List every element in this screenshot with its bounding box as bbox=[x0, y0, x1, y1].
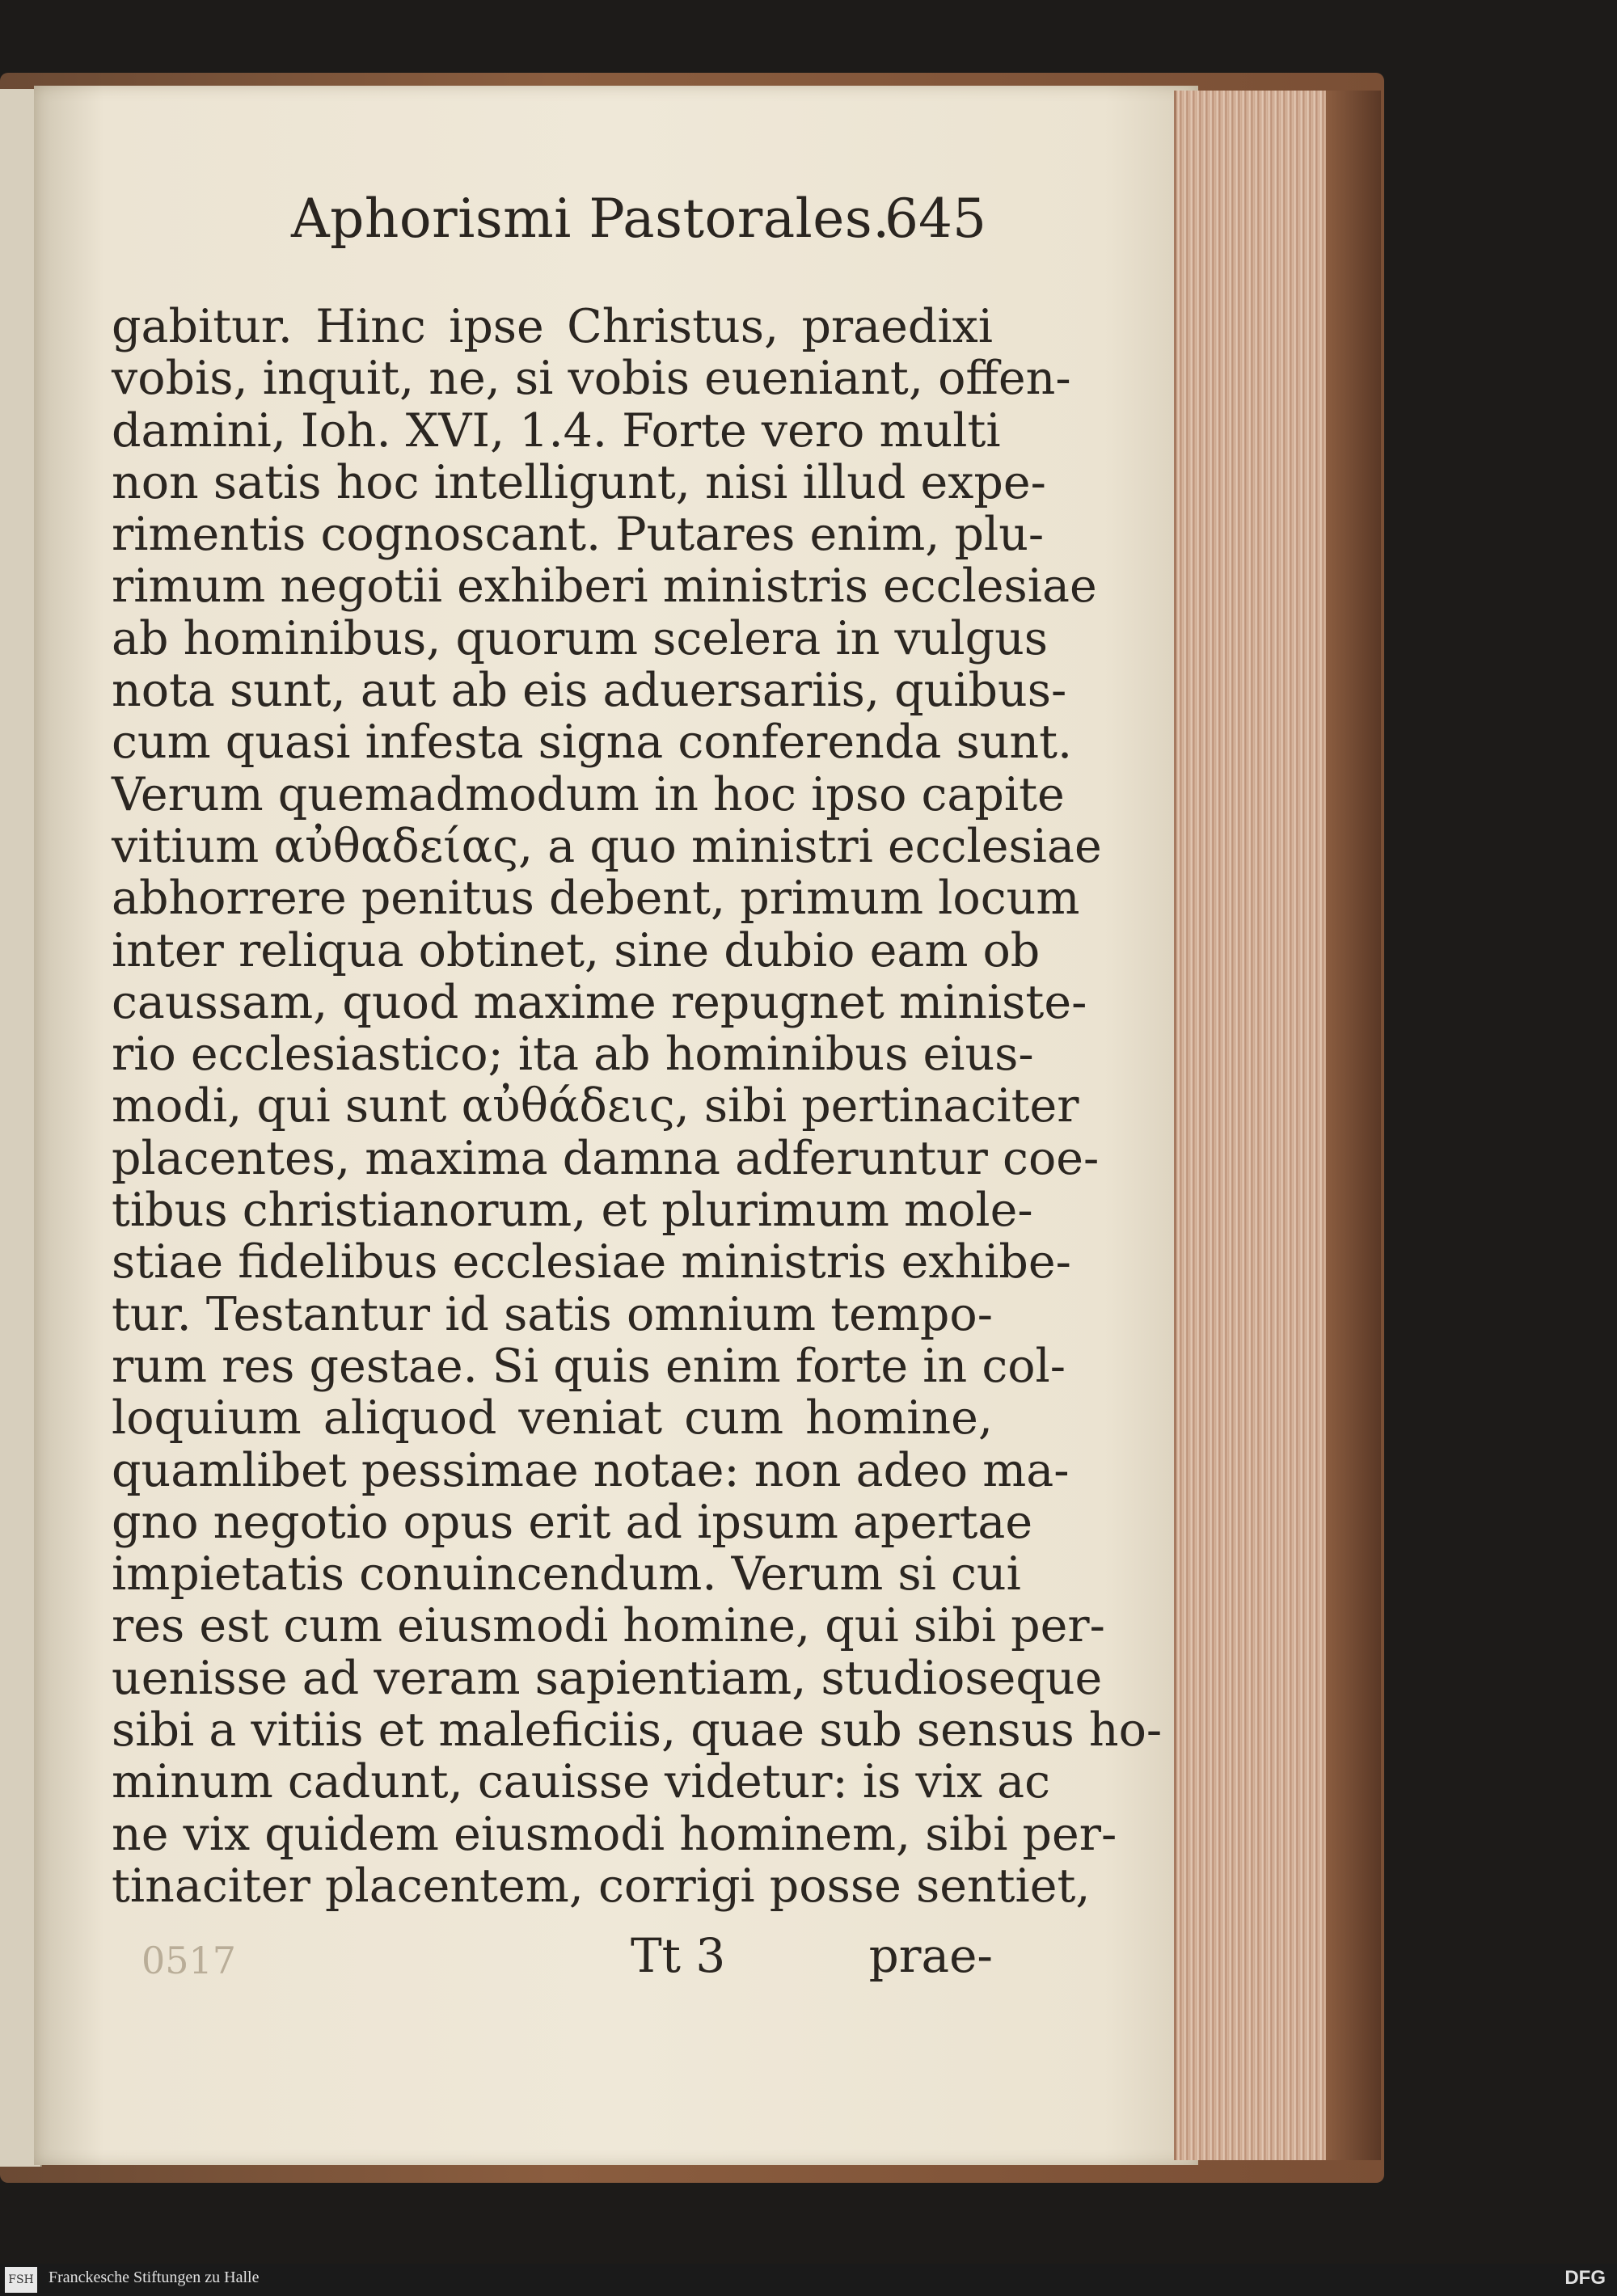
text-line: nota sunt, aut ab eis aduersariis, quibus- bbox=[112, 664, 1067, 718]
signature-mark: Tt 3 bbox=[631, 1928, 726, 1983]
page-edges bbox=[1174, 91, 1338, 2160]
binding-edge bbox=[1326, 91, 1381, 2160]
text-line: vitium αὐθαδείας, a quo ministri ecclesiae bbox=[112, 819, 1102, 873]
text-line: cum quasi infesta signa conferenda sunt. bbox=[112, 715, 1073, 770]
running-header bbox=[291, 188, 986, 268]
text-line: tibus christianorum, et plurimum mole- bbox=[112, 1184, 1033, 1238]
pencil-mark: 0517 bbox=[141, 1939, 237, 1982]
text-line: quamlibet pessimae notae: non adeo ma- bbox=[112, 1443, 1070, 1497]
text-line: impietatis conuincendum. Verum si cui bbox=[112, 1547, 1021, 1602]
text-line: inter reliqua obtinet, sine dubio eam ob bbox=[112, 923, 1041, 977]
text-line: placentes, maxima damna adferuntur coe- bbox=[112, 1131, 1100, 1185]
catchword: prae- bbox=[868, 1928, 993, 1983]
text-line: rimentis cognoscant. Putares enim, plu- bbox=[112, 508, 1045, 562]
text-line: ab hominibus, quorum scelera in vulgus bbox=[112, 611, 1049, 665]
text-line: tur. Testantur id satis omnium tempo- bbox=[112, 1287, 993, 1341]
page-number: 645 bbox=[884, 188, 986, 250]
text-line: uenisse ad veram sapientiam, studioseque bbox=[112, 1651, 1103, 1705]
text-line: res est cum eiusmodi homine, qui sibi per- bbox=[112, 1599, 1105, 1653]
text-line: modi, qui sunt αὐθάδεις, sibi pertinaciter bbox=[112, 1079, 1079, 1133]
text-line: caussam, quod maxime repugnet ministe- bbox=[112, 975, 1087, 1029]
viewer-footer bbox=[0, 2264, 1617, 2296]
text-line: ne vix quidem eiusmodi hominem, sibi per- bbox=[112, 1807, 1117, 1861]
text-line: loquium aliquod veniat cum homine, bbox=[112, 1391, 993, 1446]
text-line: vobis, inquit, ne, si vobis eueniant, offen- bbox=[112, 352, 1071, 406]
funder-logo: DFG bbox=[1564, 2267, 1606, 2289]
text-line: non satis hoc intelligunt, nisi illud expe- bbox=[112, 455, 1046, 509]
text-line: abhorrere penitus debent, primum locum bbox=[112, 872, 1080, 926]
text-line: minum cadunt, cauisse videtur: is vix ac bbox=[112, 1755, 1051, 1809]
text-line: gabitur. Hinc ipse Christus, praedixi bbox=[112, 300, 993, 353]
institution-name: Franckesche Stiftungen zu Halle bbox=[49, 2269, 260, 2286]
running-title: Aphorismi Pastorales. bbox=[291, 188, 890, 250]
body-text bbox=[112, 300, 1163, 1913]
text-line: tinaciter placentem, corrigi posse sentiet, bbox=[112, 1859, 1091, 1913]
text-line: damini, Ioh. XVI, 1.4. Forte vero multi bbox=[112, 403, 1001, 458]
text-line: gno negotio opus erit ad ipsum apertae bbox=[112, 1495, 1033, 1549]
text-line: rum res gestae. Si quis enim forte in col- bbox=[112, 1339, 1066, 1393]
text-line: rimum negotii exhiberi ministris ecclesiae bbox=[112, 559, 1097, 614]
text-line: stiae fidelibus ecclesiae ministris exhibe- bbox=[112, 1235, 1071, 1289]
text-line: rio ecclesiastico; ita ab hominibus eius- bbox=[112, 1028, 1034, 1082]
text-line: sibi a vitiis et maleficiis, quae sub sensus ho- bbox=[112, 1703, 1163, 1758]
text-line: Verum quemadmodum in hoc ipso capite bbox=[112, 767, 1065, 821]
institution-logo-icon: FSH bbox=[5, 2267, 37, 2293]
